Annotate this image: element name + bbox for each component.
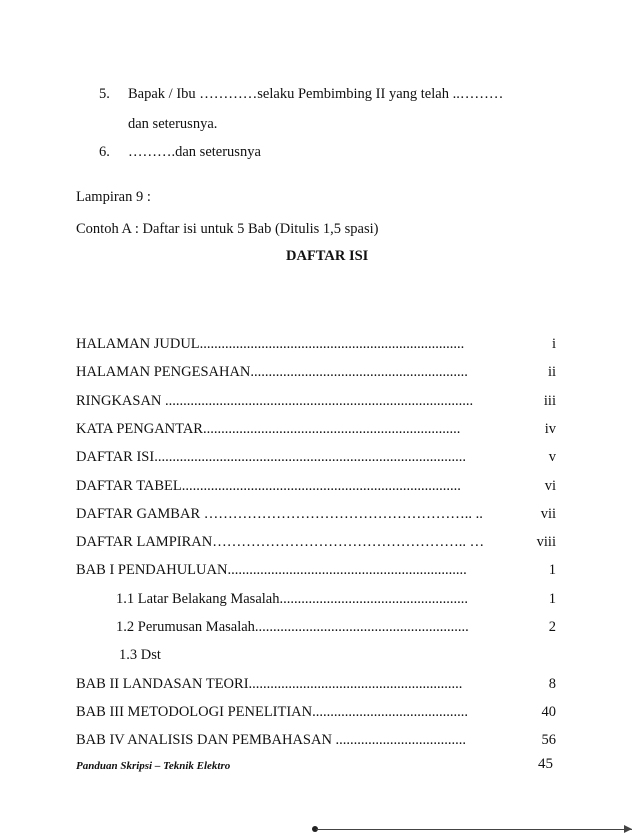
toc-entry-label: KATA PENGANTAR....................................................................... [76,420,461,437]
toc-entry-label: BAB I PENDAHULUAN.................................................................. [76,562,467,579]
page-title: DAFTAR ISI [286,248,369,264]
toc-entry-label: RINGKASAN ..................................................................................... [76,392,474,409]
toc-entry [76,732,556,752]
list-number-6: 6. [99,144,110,160]
toc-entry-page: vi [544,477,556,494]
toc-entry-label: BAB IV ANALISIS DAN PEMBAHASAN .................................... [76,732,467,749]
toc-entry [76,364,556,384]
toc-entry [76,393,556,413]
toc-entry-page: vii [540,505,556,522]
toc-entry-page: ii [547,364,556,381]
toc-entry [76,704,556,724]
toc-subentry [76,619,556,639]
toc-entry-label: DAFTAR GAMBAR ……………………………………………….. .. [76,505,483,522]
toc-entry-page: i [551,336,556,352]
toc-entry-page: 1 [548,590,556,607]
list-text-6: ……….dan seterusnya [128,144,261,160]
footer-arrow-icon [624,825,632,833]
list-text-5-line2: dan seterusnya. [128,116,218,132]
footer-text: Panduan Skripsi – Teknik Elektro [76,760,231,772]
toc-entry-page: v [548,449,556,466]
list-text-5-line1: Bapak / Ibu …………selaku Pembimbing II yang telah ..……… [128,86,504,102]
toc-entry-label: DAFTAR LAMPIRAN…………………………………………….. … [76,534,485,551]
toc-entry [76,534,556,554]
toc-entry-label: DAFTAR TABEL............................................................................. [76,477,461,494]
toc-entry-label: DAFTAR ISI...................................................................................... [76,449,466,466]
toc-entry-label: HALAMAN PENGESAHAN............................................................ [76,364,468,381]
toc-entry-page: iii [543,392,556,409]
toc-entry [76,449,556,469]
toc-entry-page: viii [536,534,556,551]
toc-entry-label: HALAMAN JUDUL......................................................................... [76,336,465,352]
toc-entry [76,562,556,582]
toc-subentry [76,591,556,611]
toc-entry-label: 1.1 Latar Belakang Masalah.................................................... [116,590,468,607]
toc-entry-label: BAB III METODOLOGI PENELITIAN........................................... [76,703,469,720]
toc-entry-page: 1 [548,562,556,579]
list-number-5: 5. [99,86,110,102]
toc-entry [76,478,556,498]
toc-entry [76,421,556,441]
page-number: 45 [538,756,553,772]
toc-entry-page: 56 [541,732,556,749]
contoh-caption: Contoh A : Daftar isi untuk 5 Bab (Ditulis 1,5 spasi) [76,221,379,237]
toc-entry-page: 8 [548,675,556,692]
toc-entry [76,506,556,526]
toc-entry-label: 1.2 Perumusan Masalah........................................................... [116,619,469,635]
toc-entry [76,676,556,696]
toc-subentry [79,647,559,667]
footer-line [316,829,632,830]
toc-entry-page: 2 [548,619,556,635]
lampiran-heading: Lampiran 9 : [76,189,151,205]
toc-entry-label: BAB II LANDASAN TEORI........................................................... [76,675,463,692]
toc-entry-page: 40 [541,703,556,720]
toc-entry-label: 1.3 Dst [119,647,161,664]
toc-entry-page: iv [544,420,556,437]
toc-entry [76,336,556,356]
